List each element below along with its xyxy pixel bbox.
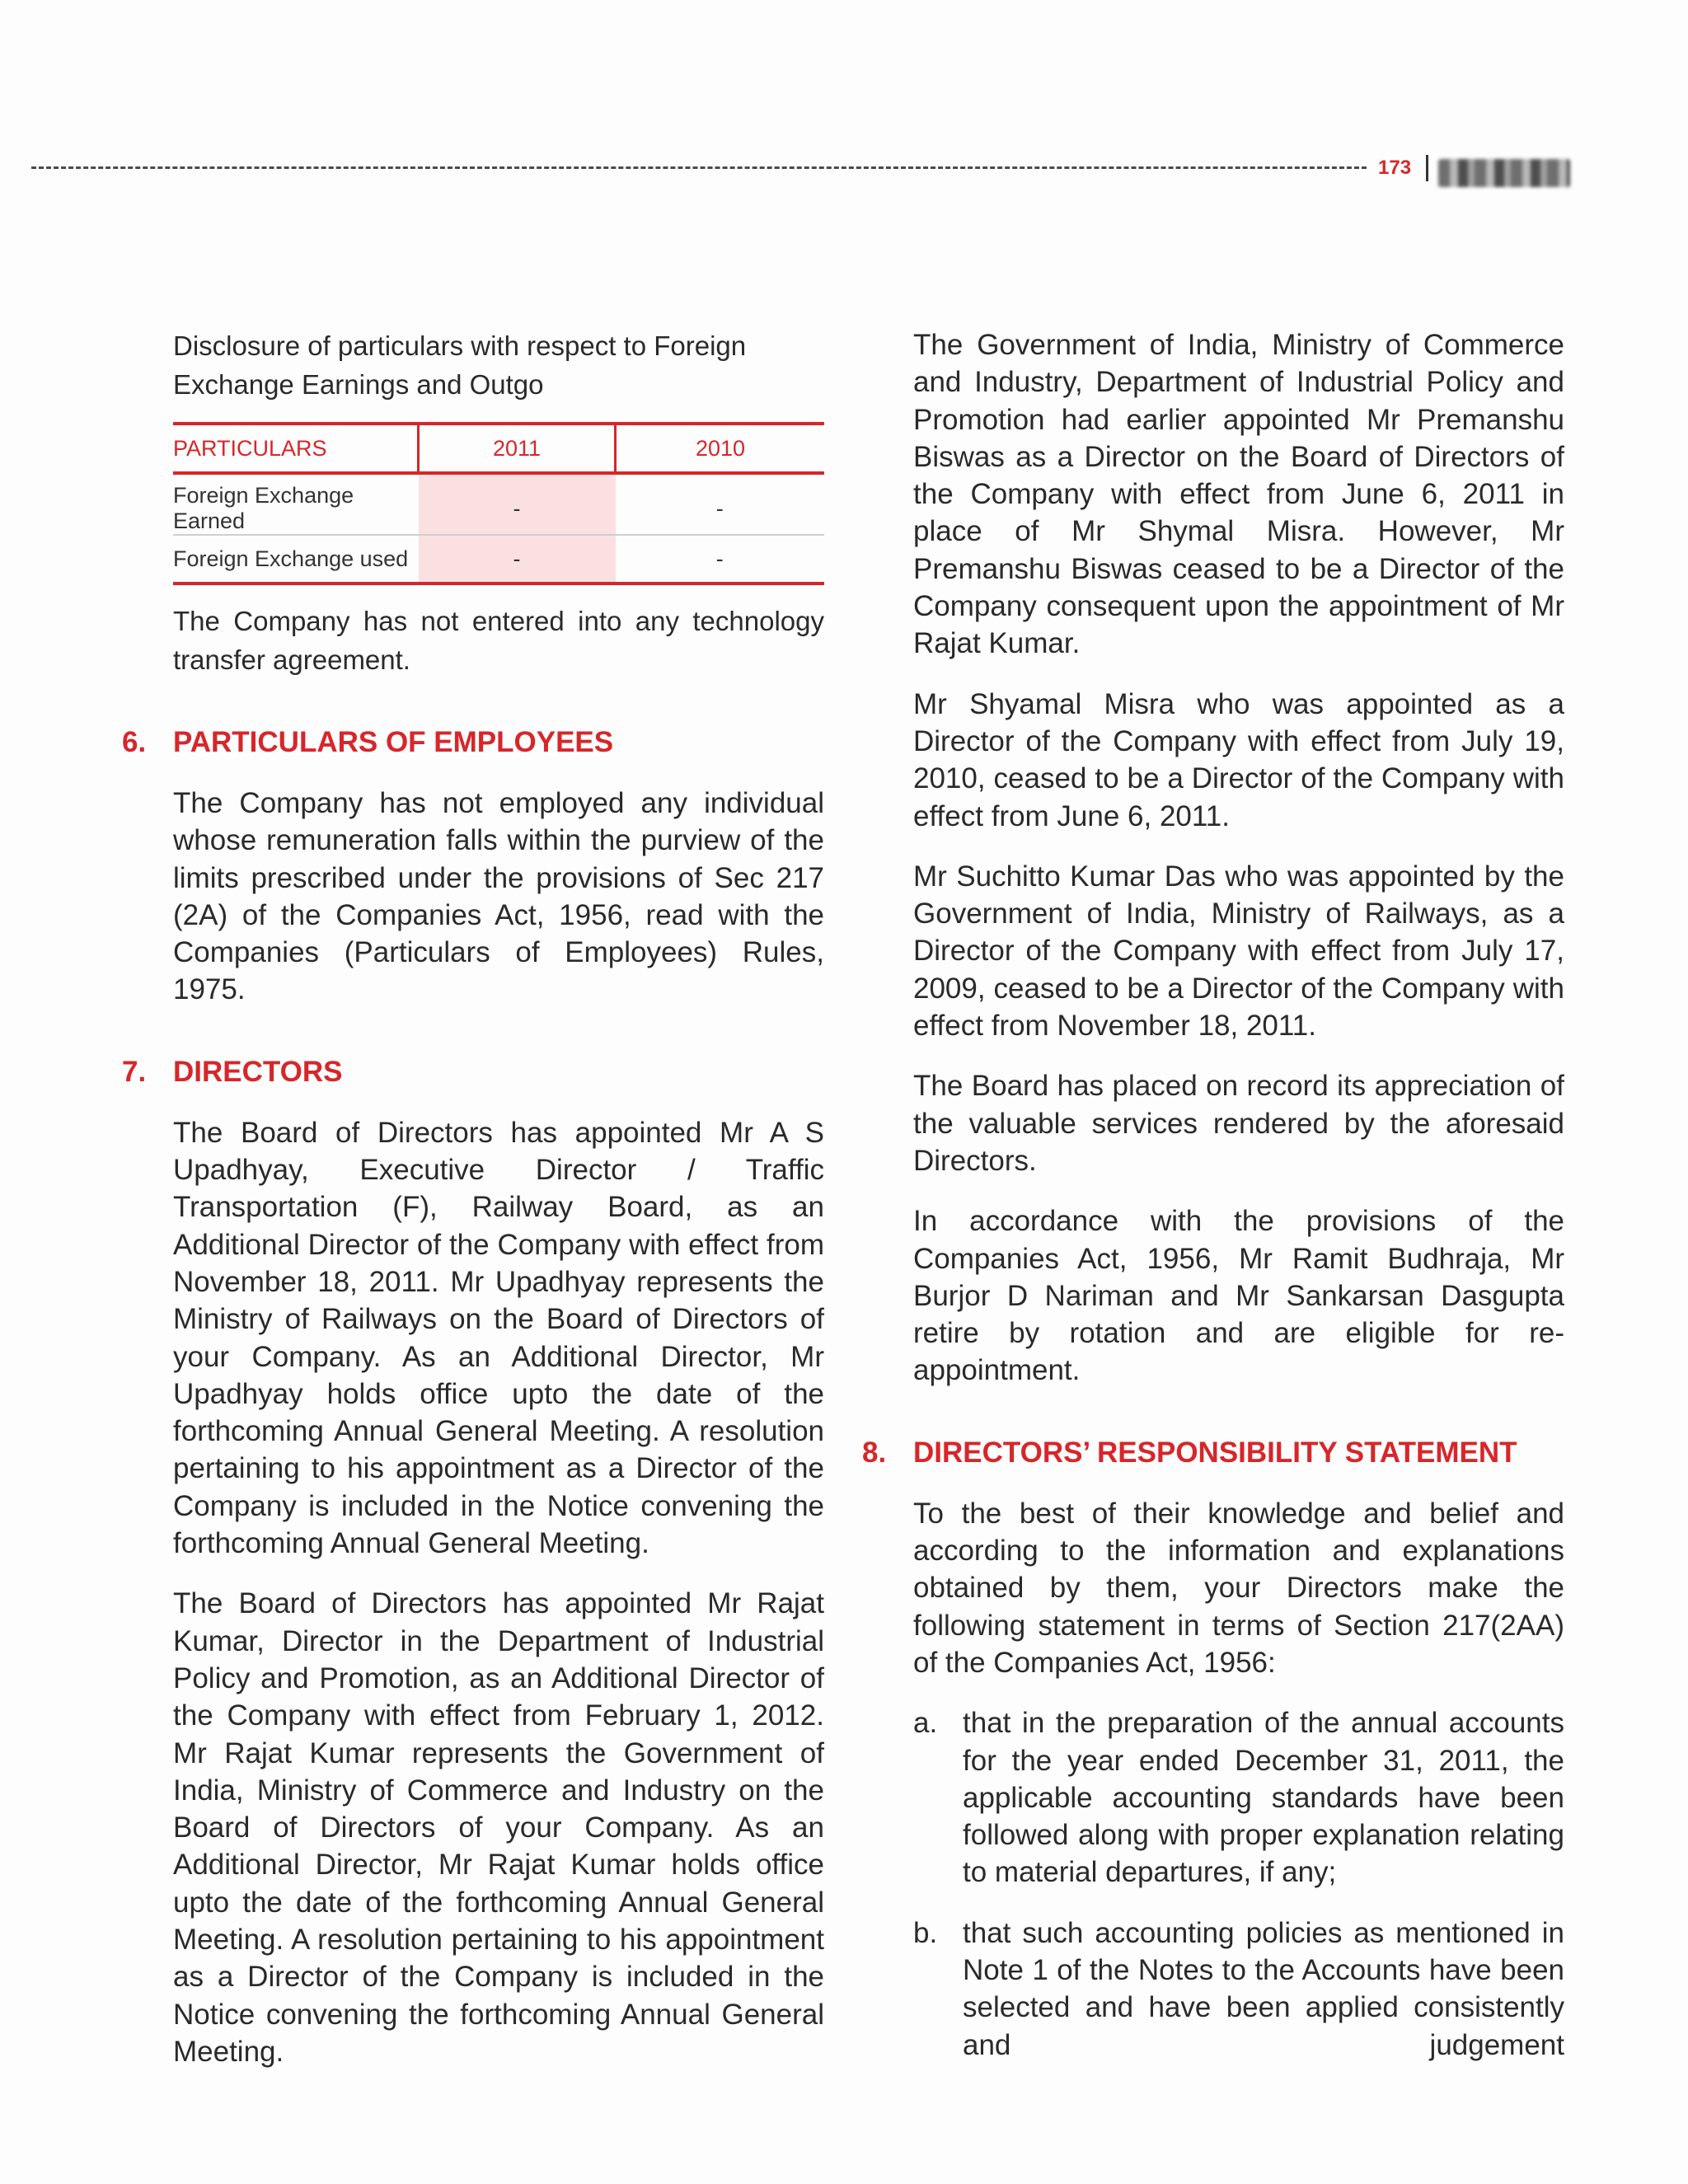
tech-transfer-note: The Company has not entered into any technology transfer agreement.	[173, 606, 824, 675]
section-title: DIRECTORS’ RESPONSIBILITY STATEMENT	[913, 1436, 1517, 1469]
fx-table	[173, 422, 824, 585]
row-label: Foreign Exchange Earned	[173, 483, 419, 535]
list-item-text: that such accounting policies as mentioned in Note 1 of the Notes to the Accounts have been selected and have been applied consistently and judgement	[963, 1916, 1564, 2061]
table-row	[173, 535, 824, 583]
section-number: 8.	[862, 1436, 887, 1469]
cell-2010: -	[616, 483, 825, 535]
fx-table-header	[173, 424, 824, 473]
row-label: Foreign Exchange used	[173, 535, 419, 583]
section-number: 6.	[122, 726, 147, 758]
section-8-heading	[862, 1434, 1564, 1474]
cell-2011: -	[419, 483, 616, 535]
section-title: DIRECTORS	[173, 1055, 343, 1088]
section-7-heading	[122, 1053, 824, 1093]
col-header-2011: 2011	[419, 424, 616, 473]
section-6-paragraph: The Company has not employed any individual whose remuneration falls within the purview of the limits prescribed under the provisions of Sec 217 (2A) of the Companies Act, 1956, read with the Companies (Particulars of Employees) Rules, 1975.	[173, 787, 824, 1006]
section-title: PARTICULARS OF EMPLOYEES	[173, 726, 614, 758]
section-number: 7.	[122, 1055, 147, 1088]
cell-2011: -	[419, 535, 616, 583]
right-column	[862, 326, 1564, 2087]
list-item-text: that in the preparation of the annual accounts for the year ended December 31, 2011, the applicable accounting standards have been followed along with proper explanation relating to material departures, if any;	[963, 1707, 1564, 1889]
header-dashed-rule	[31, 166, 1367, 169]
directors-paragraph-4: The Board has placed on record its appreciation of the valuable services rendered by the aforesaid Directors.	[913, 1070, 1564, 1177]
section-7-paragraph-2: The Board of Directors has appointed Mr Rajat Kumar, Director in the Department of Industrial Policy and Promotion, as an Additional Director of the Company with effect from February 1, 2012. Mr Rajat Kumar represents the Government of India, Ministry of Commerce and Industry on the Board of Directors of your Company. As an Additional Director, Mr Rajat Kumar holds office upto the date of the forthcoming Annual General Meeting. A resolution pertaining to his appointment as a Director of the Company is included in the Notice convening the forthcoming Annual General Meeting.	[173, 1587, 824, 2068]
col-header-particulars: PARTICULARS	[173, 424, 419, 473]
directors-paragraph-5: In accordance with the provisions of the Companies Act, 1956, Mr Ramit Budhraja, Mr Burjor D Nariman and Mr Sankarsan Dasgupta retire by rotation and are eligible for re-appointment.	[913, 1205, 1564, 1387]
header-separator	[1426, 155, 1428, 181]
fx-intro: Disclosure of particulars with respect to Foreign Exchange Earnings and Outgo	[173, 330, 747, 400]
directors-paragraph-2: Mr Shyamal Misra who was appointed as a Director of the Company with effect from July 19, 2010, ceased to be a Director of the Company with effect from June 6, 2011.	[913, 687, 1564, 832]
list-item	[913, 1704, 1564, 1891]
company-logo	[1438, 159, 1570, 187]
col-header-2010: 2010	[616, 424, 825, 473]
list-marker: b.	[913, 1916, 938, 1949]
left-column	[122, 326, 824, 2093]
page-number: 173	[1378, 157, 1412, 179]
list-marker: a.	[913, 1707, 938, 1740]
section-7-paragraph-1: The Board of Directors has appointed Mr A S Upadhyay, Executive Director / Traffic Transportation (F), Railway Board, as an Additional Director of the Company with effect from November 18, 2011. Mr Upadhyay represents the Ministry of Railways on the Board of Directors of your Company. As an Additional Director, Mr Upadhyay holds office upto the date of the forthcoming Annual General Meeting. A resolution pertaining to his appointment as a Director of the Company is included in the Notice convening the forthcoming Annual General Meeting.	[173, 1116, 824, 1560]
table-row	[173, 483, 824, 535]
cell-2010: -	[616, 535, 825, 583]
list-item	[913, 1915, 1564, 2064]
section-8-paragraph: To the best of their knowledge and belief and according to the information and explanations obtained by them, your Directors make the following statement in terms of Section 217(2AA) of the Companies Act, 1956:	[913, 1497, 1564, 1679]
directors-paragraph-1: The Government of India, Ministry of Commerce and Industry, Department of Industrial Policy and Promotion had earlier appointed Mr Premanshu Biswas as a Director on the Board of Directors of the Company with effect from June 6, 2011 in place of Mr Shymal Misra. However, Mr Premanshu Biswas ceased to be a Director of the Company consequent upon the appointment of Mr Rajat Kumar.	[913, 329, 1564, 660]
section-6-heading	[122, 724, 824, 763]
directors-paragraph-3: Mr Suchitto Kumar Das who was appointed by the Government of India, Ministry of Railways, as a Director of the Company with effect from July 17, 2009, ceased to be a Director of the Company with effect from November 18, 2011.	[913, 860, 1564, 1043]
